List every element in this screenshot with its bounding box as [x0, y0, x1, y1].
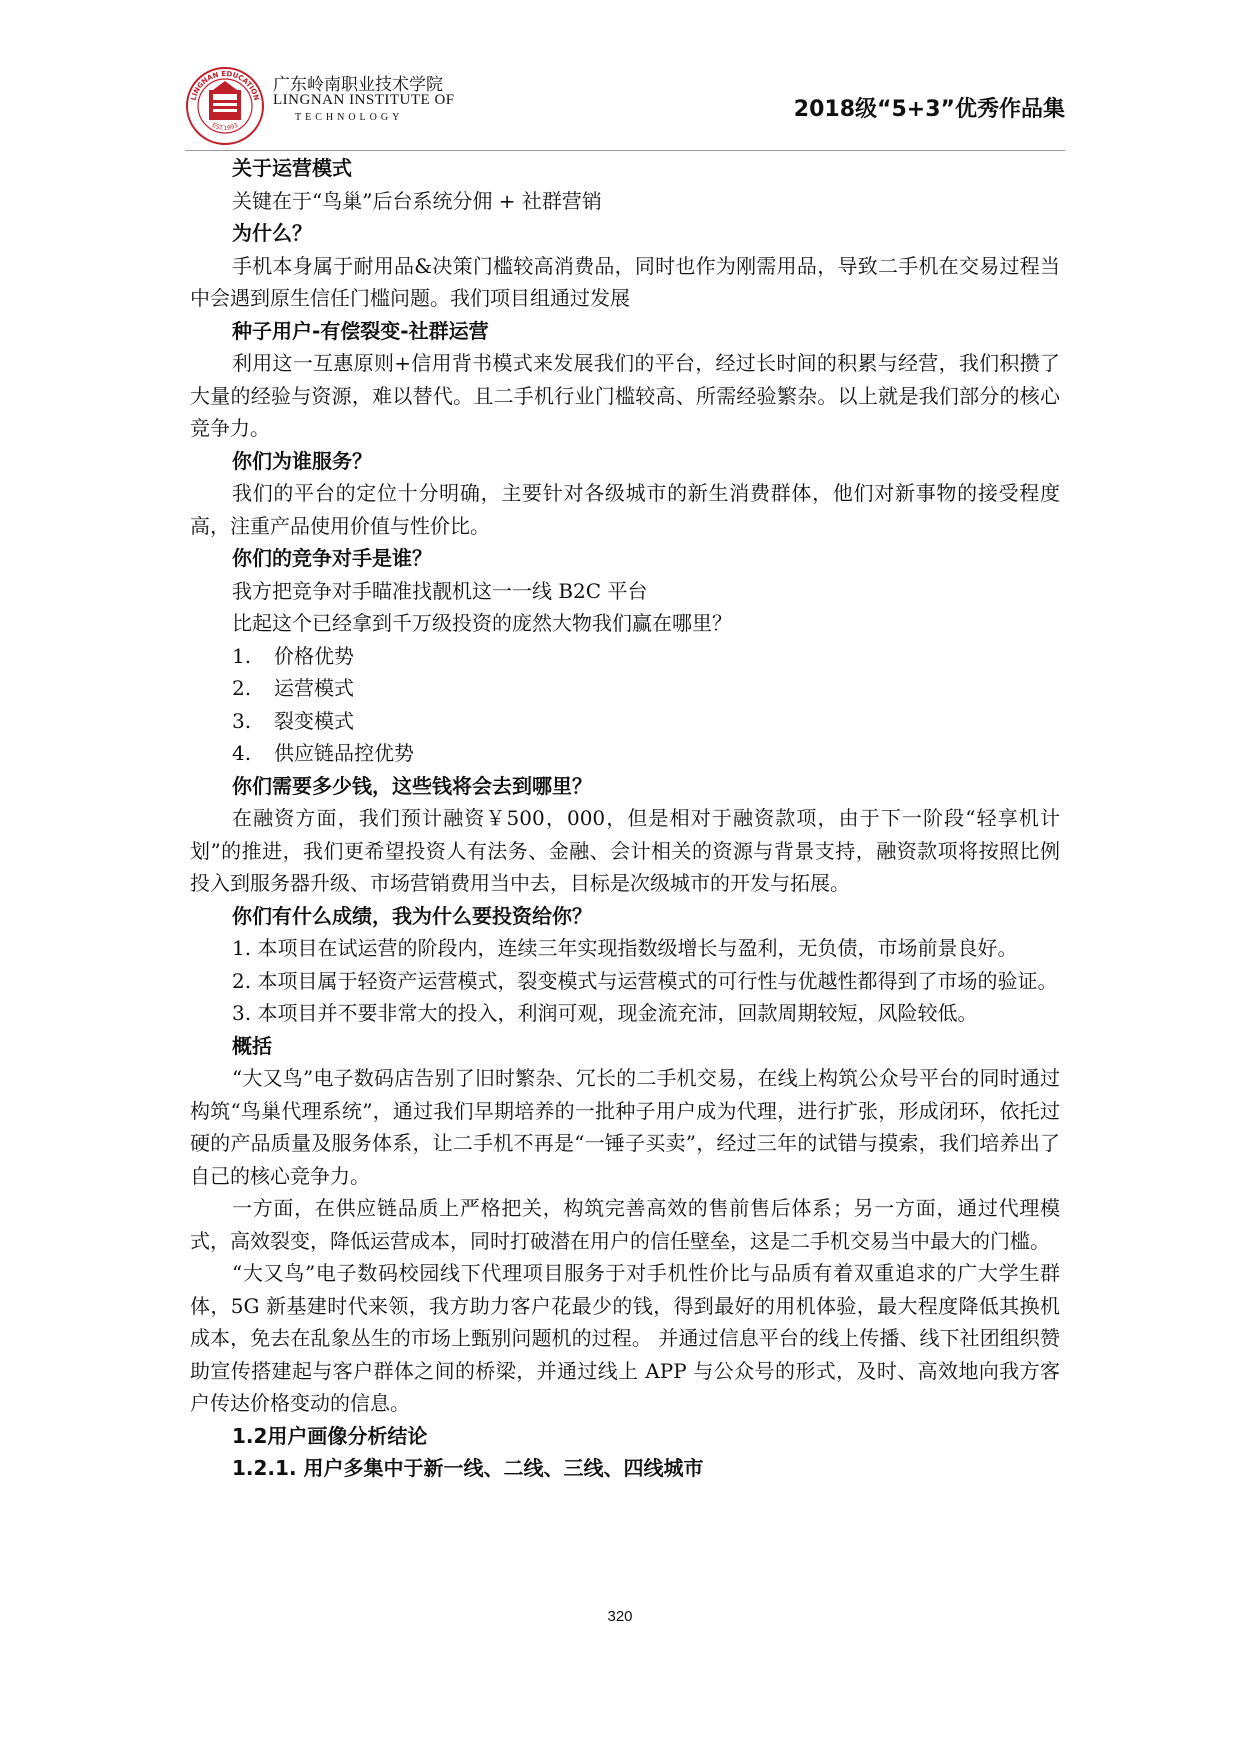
institution-name-en: LINGNAN INSTITUTE OF [273, 92, 455, 108]
page-header [185, 40, 1065, 150]
list-text: 供应链品控优势 [274, 741, 414, 765]
list-text: 运营模式 [274, 676, 354, 700]
list-item [190, 705, 1060, 738]
list-number: 2. [232, 676, 252, 700]
list-item [190, 640, 1060, 673]
institution-name-en-line2: TECHNOLOGY [295, 112, 404, 123]
list-text: 裂变模式 [274, 708, 354, 733]
list-text: 价格优势 [274, 643, 354, 668]
list-text: 本项目属于轻资产运营模式，裂变模式与运营模式的可行性与优越性都得到了市场的验证。 [257, 968, 1058, 993]
paragraph: “大又鸟”电子数码店告别了旧时繁杂、冗长的二手机交易，在线上构筑公众号平台的同时通过构筑“鸟巢代理系统”，通过我们早期培养的一批种子用户成为代理，进行扩张，形成闭环，依托过硬的产品质量及服务体系，让二手机不再是“一锤子买卖”，经过三年的试错与摸索，我们培养出了自己的核心竞争力。 [190, 1066, 1060, 1188]
section-heading: 你们的竞争对手是谁？ [232, 546, 432, 570]
seal-bottom-text: EST.1993 [210, 121, 240, 133]
header-divider [185, 150, 1065, 151]
numbered-paragraph [190, 997, 1060, 1030]
list-item [190, 737, 1060, 770]
institution-name-cn: 广东岭南职业技术学院 [273, 75, 443, 95]
series-title: 2018级“5+3”优秀作品集 [793, 97, 1065, 122]
section-heading: 你们为谁服务？ [232, 448, 372, 473]
paragraph: 一方面，在供应链品质上严格把关，构筑完善高效的售前售后体系；另一方面，通过代理模式，高效裂变，降低运营成本，同时打破潜在用户的信任壁垒，这是二手机交易当中最大的门槛。 [190, 1196, 1060, 1253]
list-text: 本项目并不要非常大的投入，利润可观，现金流充沛，回款周期较短，风险较低。 [257, 1001, 978, 1025]
section-heading: 你们需要多少钱，这些钱将会去到哪里？ [232, 773, 592, 798]
list-item [190, 672, 1060, 705]
page-body [190, 152, 1060, 1485]
paragraph: 比起这个已经拿到千万级投资的庞然大物我们赢在哪里？ [232, 611, 732, 635]
list-number: 3. [232, 708, 252, 733]
paragraph: 在融资方面，我们预计融资￥500，000，但是相对于融资款项，由于下一阶段“轻享机计划”的推进，我们更希望投资人有法务、金融、会计相关的资源与背景支持，融资款项将按照比例投入到服务器升级、市场营销费用当中去，目标是次级城市的开发与拓展。 [190, 806, 1060, 895]
section-heading: 种子用户-有偿裂变-社群运营 [232, 318, 489, 343]
page-number: 320 [607, 1608, 633, 1625]
section-heading: 概括 [232, 1033, 272, 1058]
list-number: 1. [232, 936, 252, 960]
paragraph: 利用这一互惠原则+信用背书模式来发展我们的平台，经过长时间的积累与经营，我们积攒了大量的经验与资源，难以替代。且二手机行业门槛较高、所需经验繁杂。以上就是我们部分的核心竞争力。 [190, 351, 1060, 440]
subsection-heading: 1.2.1. 用户多集中于新一线、二线、三线、四线城市 [232, 1456, 704, 1480]
numbered-paragraph [190, 965, 1060, 998]
paragraph: “大又鸟”电子数码校园线下代理项目服务于对手机性价比与品质有着双重追求的广大学生群体，5G 新基建时代来领，我方助力客户花最少的钱，得到最好的用机体验，最大程度降低其换机成本，免去在乱象丛生的市场上甄别问题机的过程。 并通过信息平台的线上传播、线下社团组织赞助宣传搭建起与客户群体之间的桥梁，并通过线上 APP 与公众号的形式，及时、高效地向我方客户传达价格变动的信息。 [190, 1261, 1060, 1415]
numbered-paragraph [190, 932, 1060, 965]
section-heading: 1.2用户画像分析结论 [232, 1423, 428, 1448]
paragraph: 我们的平台的定位十分明确，主要针对各级城市的新生消费群体，他们对新事物的接受程度高，注重产品使用价值与性价比。 [190, 481, 1060, 538]
list-number: 3. [232, 1001, 252, 1025]
section-heading: 关于运营模式 [232, 156, 352, 180]
list-number: 1. [232, 643, 252, 668]
school-seal-logo [185, 66, 265, 146]
section-heading: 为什么？ [232, 221, 312, 245]
list-number: 4. [232, 741, 252, 765]
seal-top-text: LINGNAN EDUCATION [189, 69, 261, 102]
list-text: 本项目在试运营的阶段内，连续三年实现指数级增长与盈利，无负债，市场前景良好。 [257, 936, 1018, 960]
paragraph: 手机本身属于耐用品&决策门槛较高消费品，同时也作为刚需用品，导致二手机在交易过程当中会遇到原生信任门槛问题。我们项目组通过发展 [190, 253, 1060, 310]
list-number: 2. [232, 968, 252, 993]
paragraph: 我方把竞争对手瞄准找靓机这一一线 B2C 平台 [232, 578, 648, 603]
paragraph: 关键在于“鸟巢”后台系统分佣 + 社群营销 [232, 188, 602, 213]
section-heading: 你们有什么成绩，我为什么要投资给你？ [232, 903, 592, 928]
